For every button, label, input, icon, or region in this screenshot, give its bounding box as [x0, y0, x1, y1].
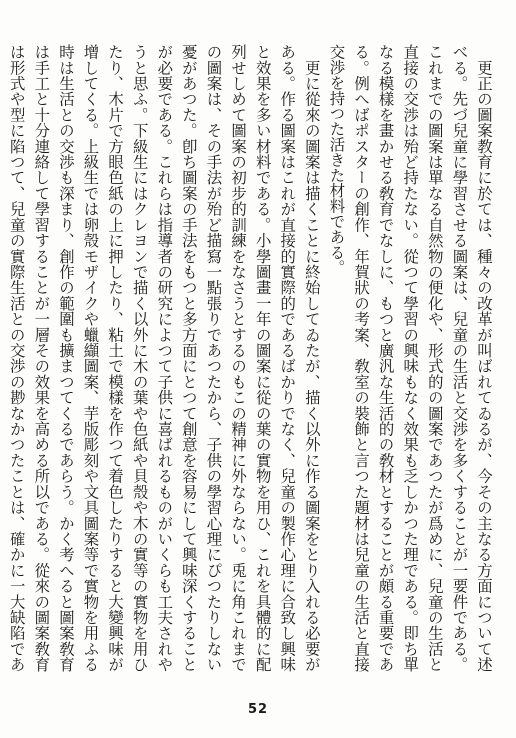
paragraph-2: 更に從來の圖案は描くことに終始してゐたが、描く以外に作る圖案をとり入れる必要がある。作る圖案はこれが直接的實際的であるばかりでなく、兒童の製作心理に合致し興味と效果を多い材料である。小學圖畫一年の圖案に從の葉の實物を用ひ、これを具體的に配列せしめて圖案の初步的訓練をなさうとするのもこの精神に外ならない。兎に角これまでの圖案は、その手法が殆ど描寫一點張りであつたから、子供の學習心理にぴつたりしない憂があつた。卽ち圖案の手法をもつと多方面にとつて創意を容易にして興味深くすることが必要である。これらは指導者の研究によつて子供に喜ばれるものがいくらも工夫されやうと思ふ。下級生にはクレヨンで描く以外に木の葉や色紙や貝殼や木の實等の實物を用ひたり、木片で方眼色紙の上に押したり、粘土で模樣を作つて着色したりすると大變興味が增してくる。上級生では卵殼モザイクや蠟纈圖案、芋版彫刻や文具圖案等で實物を用ふる時は生活との交渉も深まり、創作の範圍も擴まつてくるであらう。かく考へると圖案敎育は手工と十分連絡して學習することが一層その效果を高める所以である。從來の圖案敎育は形式や型に陷つて、兒童の實際生活との交渉の尠なかつたことは、確かに一大缺陷であ	[7, 44, 321, 672]
page-number: 52	[247, 702, 269, 717]
vertical-text-body	[7, 44, 496, 672]
paragraph-1: 更正の圖案教育に於ては、種々の改革が叫ばれてゐるが、今その主なる方面について述べる。先づ兒童に學習させる圖案は、兒童の生活と交渉を多くすることが一要件である。これまでの圖案は單なる自然物の便化や、形式的の圖案であつたが爲めに、兒童の生活と直接の交渉は殆ど持たない。從つて學習の興味もなく效果も乏しかつた理である。即ち單なる模樣を畫かせる敎育でなしに、もつと廣汎な生活的の敎材とすることが頗る重要である。例へばポスターの創作、年賀狀の考案、敎室の裝飾と言つた題材は兒童の生活と直接交渉を持つた活きた材料である。	[327, 44, 493, 672]
